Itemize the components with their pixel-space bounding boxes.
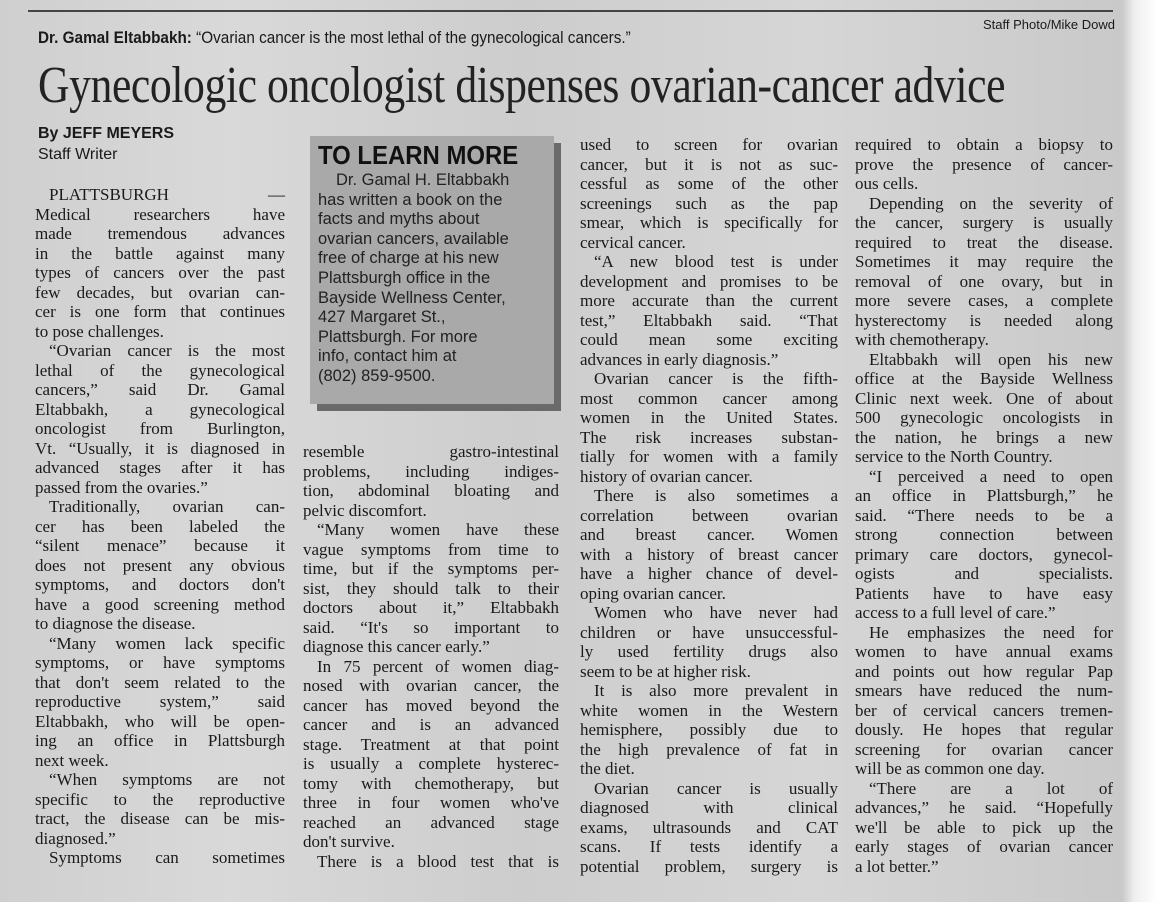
text-line: There is a blood test that is [317, 851, 559, 871]
text-line: hysterectomy is needed along [855, 310, 1113, 330]
text-line: women to have annual exams [855, 642, 1113, 661]
text-line: advanced stages after it has [35, 458, 285, 477]
sidebar-body [310, 171, 554, 387]
text-line: Medical researchers have [35, 204, 285, 224]
text-line: white women in the Western [580, 700, 838, 720]
paragraph [35, 770, 285, 848]
text-line: service to the North Country. [855, 447, 1053, 466]
paragraph [35, 848, 285, 868]
cutline-quote: “Ovarian cancer is the most lethal of the gynecological cancers.” [196, 28, 631, 47]
text-line: oncologist from Burlington, [35, 419, 285, 438]
text-line: said. “It's so important to [303, 617, 559, 637]
paragraph [855, 135, 1113, 194]
to-learn-more-sidebar [310, 136, 554, 404]
text-line: diagnose this cancer early.” [303, 637, 490, 656]
text-line: smear, which is specifically for [580, 213, 838, 232]
cutline-name: Dr. Gamal Eltabbakh: [38, 28, 192, 47]
text-line: Patients have to have easy [855, 583, 1113, 603]
text-line: advances in early diagnosis.” [580, 349, 779, 369]
text-line: cer is one form that continues [35, 302, 285, 321]
text-line: “Many women lack specific [49, 633, 285, 653]
text-line: “Ovarian cancer is the most [49, 341, 285, 360]
text-line: the cancer, surgery is usually [855, 213, 1113, 232]
text-line: nosed with ovarian cancer, the [303, 676, 559, 695]
text-line: Ovarian cancer is usually [594, 778, 838, 798]
text-line: to diagnose the disease. [35, 614, 196, 633]
text-line: ogists and specialists. [855, 564, 1113, 583]
text-line: ous cells. [855, 174, 919, 193]
text-line: few decades, but ovarian can- [35, 282, 285, 302]
text-line: symptoms, and doctors don't [35, 575, 285, 594]
text-line: “Many women have these [317, 520, 559, 539]
text-line: next week. [35, 750, 109, 770]
text-line: doctors about it,” Eltabbakh [303, 598, 559, 617]
top-rule [28, 10, 1113, 12]
text-line: problems, including indiges- [303, 461, 559, 481]
paragraph [580, 369, 838, 486]
text-line: diagnosed.” [35, 828, 116, 848]
text-line: stage. Treatment at that point [303, 734, 559, 754]
text-line: sist, they should talk to their [303, 578, 559, 598]
paragraph [580, 252, 838, 369]
text-line: three in four women who've [303, 793, 559, 812]
sidebar-line: Bayside Wellness Center, [318, 288, 506, 307]
sidebar-line: Dr. Gamal H. Eltabbakh [336, 171, 510, 189]
paragraph [303, 520, 559, 657]
text-line: oping ovarian cancer. [580, 583, 726, 603]
text-line: He emphasizes the need for [869, 622, 1113, 642]
article-column-3 [580, 135, 838, 876]
text-line: a lot better.” [855, 856, 939, 876]
paragraph [855, 350, 1113, 467]
text-line: reached an advanced stage [303, 812, 559, 832]
paragraph [580, 486, 838, 603]
sidebar-line: facts and myths about [318, 210, 480, 229]
text-line: dously. He hopes that regular [855, 720, 1113, 739]
text-line: advances,” he said. “Hopefully [855, 798, 1113, 817]
text-line: pelvic discomfort. [303, 500, 427, 520]
text-line: women in the United States. [580, 408, 838, 427]
text-line: tract, the disease can be mis- [35, 809, 285, 828]
paragraph [303, 657, 559, 852]
text-line: lethal of the gynecological [35, 360, 285, 380]
text-line: removal of one ovary, but in [855, 271, 1113, 291]
article-column-2 [303, 442, 559, 871]
paragraph [35, 185, 285, 341]
sidebar-title: TO LEARN MORE [318, 140, 519, 170]
text-line: “When symptoms are not [49, 770, 285, 789]
sidebar-line: 427 Margaret St., [318, 308, 446, 327]
text-line: Ovarian cancer is the fifth- [594, 369, 838, 388]
sidebar-line: free of charge at his new [318, 249, 499, 268]
text-line: said. “There needs to be a [855, 505, 1113, 525]
text-line: that don't seem related to the [35, 672, 285, 692]
text-line: “A new blood test is under [594, 252, 838, 271]
sidebar-line: ovarian cancers, available [318, 229, 509, 248]
text-line: ly used fertility drugs also [580, 642, 838, 661]
text-line: the diet. [580, 759, 635, 778]
text-line: could mean some exciting [580, 330, 838, 349]
text-line: prove the presence of cancer- [855, 154, 1113, 174]
text-line: Sometimes it may require the [855, 252, 1113, 271]
text-line: we'll be able to pick up the [855, 817, 1113, 837]
text-line: and points out how regular Pap [855, 661, 1113, 681]
text-line: PLATTSBURGH — [49, 185, 285, 204]
text-line: with a history of breast cancer [580, 544, 838, 564]
text-line: cer has been labeled the [35, 516, 285, 536]
paragraph [35, 497, 285, 634]
text-line: ing an office in Plattsburgh [35, 731, 285, 750]
paragraph [580, 135, 838, 252]
text-line: more accurate than the current [580, 291, 838, 310]
text-line: have a higher chance of devel- [580, 564, 838, 583]
text-line: does not present any obvious [35, 555, 285, 575]
text-line: Symptoms can sometimes [49, 848, 285, 867]
text-line: the nation, he brings a new [855, 427, 1113, 447]
text-line: in the battle against many [35, 243, 285, 263]
text-line: to pose challenges. [35, 321, 164, 341]
text-line: strong connection between [855, 525, 1113, 544]
text-line: cancer, but it is not as suc- [580, 154, 838, 174]
text-line: hemisphere, possibly due to [580, 720, 838, 739]
text-line: early stages of ovarian cancer [855, 837, 1113, 856]
sidebar-line: info, contact him at [318, 347, 457, 366]
text-line: don't survive. [303, 832, 395, 851]
sidebar-line: Plattsburgh office in the [318, 268, 491, 287]
text-line: screening for ovarian cancer [855, 739, 1113, 759]
text-line: potential problem, surgery is [580, 856, 838, 876]
text-line: Eltabbakh, who will be open- [35, 711, 285, 731]
text-line: and breast cancer. Women [580, 525, 838, 544]
text-line: with chemotherapy. [855, 330, 989, 349]
text-line: access to a full level of care.” [855, 603, 1056, 622]
text-line: Clinic next week. One of about [855, 388, 1113, 408]
sidebar-line: Plattsburgh. For more [318, 327, 478, 346]
text-line: most common cancer among [580, 388, 838, 408]
text-line: office at the Bayside Wellness [855, 369, 1113, 388]
text-line: scans. If tests identify a [580, 837, 838, 856]
text-line: cervical cancer. [580, 232, 686, 252]
text-line: development and promises to be [580, 271, 838, 291]
text-line: time, but if the symptoms per- [303, 559, 559, 578]
headline: Gynecologic oncologist dispenses ovarian-cancer advice [38, 57, 1006, 114]
byline-role: Staff Writer [38, 146, 118, 163]
text-line: The risk increases substan- [580, 427, 838, 447]
text-line: cessful as some of the other [580, 174, 838, 193]
text-line: more severe cases, a complete [855, 291, 1113, 310]
photo-credit: Staff Photo/Mike Dowd [983, 17, 1115, 32]
text-line: “silent menace” because it [35, 536, 285, 555]
paragraph [303, 442, 559, 520]
text-line: primary care doctors, gynecol- [855, 544, 1113, 564]
text-line: test,” Eltabbakh said. “That [580, 310, 838, 330]
text-line: symptoms, or have symptoms [35, 653, 285, 672]
text-line: resemble gastro-intestinal [303, 442, 559, 461]
text-line: cancer and is an advanced [303, 715, 559, 734]
paragraph [580, 603, 838, 681]
text-line: is usually a complete hysterec- [303, 754, 559, 773]
paragraph [855, 779, 1113, 877]
paragraph [855, 623, 1113, 779]
text-line: used to screen for ovarian [580, 135, 838, 154]
text-line: made tremendous advances [35, 224, 285, 243]
text-line: an office in Plattsburgh,” he [855, 486, 1113, 505]
text-line: Traditionally, ovarian can- [49, 497, 285, 516]
text-line: children or have unsuccessful- [580, 622, 838, 642]
sidebar-line: (802) 859-9500. [318, 366, 436, 385]
text-line: history of ovarian cancer. [580, 466, 753, 486]
text-line: tomy with chemotherapy, but [303, 773, 559, 793]
text-line: specific to the reproductive [35, 789, 285, 809]
text-line: tion, abdominal bloating and [303, 481, 559, 500]
text-line: required to treat the disease. [855, 232, 1113, 252]
text-line: will be as common one day. [855, 759, 1045, 778]
text-line: “I perceived a need to open [869, 466, 1113, 486]
paragraph [580, 681, 838, 779]
sidebar-line: has written a book on the [318, 190, 503, 209]
text-line: In 75 percent of women diag- [317, 656, 559, 676]
text-line: smears have reduced the num- [855, 681, 1113, 700]
text-line: Women who have never had [594, 603, 838, 622]
photo-cutline [38, 28, 631, 48]
text-line: “There are a lot of [869, 778, 1113, 798]
text-line: Depending on the severity of [869, 193, 1113, 213]
paragraph [303, 852, 559, 872]
text-line: Eltabbakh, a gynecological [35, 399, 285, 419]
text-line: ber of cervical cancers tremen- [855, 700, 1113, 720]
text-line: reproductive system,” said [35, 692, 285, 711]
text-line: passed from the ovaries.” [35, 477, 208, 497]
text-line: There is also sometimes a [594, 486, 838, 505]
text-line: diagnosed with clinical [580, 798, 838, 817]
text-line: vague symptoms from time to [303, 539, 559, 559]
text-line: required to obtain a biopsy to [855, 135, 1113, 154]
text-line: Eltabbakh will open his new [869, 349, 1113, 369]
text-line: the high prevalence of fat in [580, 739, 838, 759]
text-line: cancers,” said Dr. Gamal [35, 380, 285, 399]
article-column-1 [35, 185, 285, 868]
text-line: 500 gynecologic oncologists in [855, 408, 1113, 427]
text-line: It is also more prevalent in [594, 681, 838, 700]
article-column-4 [855, 135, 1113, 876]
text-line: screenings such as the pap [580, 193, 838, 213]
text-line: types of cancers over the past [35, 263, 285, 282]
paragraph [35, 634, 285, 771]
paragraph [580, 779, 838, 877]
paragraph [855, 194, 1113, 350]
paragraph [35, 341, 285, 497]
text-line: exams, ultrasounds and CAT [580, 817, 838, 837]
text-line: have a good screening method [35, 594, 285, 614]
text-line: Vt. “Usually, it is diagnosed in [35, 438, 285, 458]
text-line: tially for women with a family [580, 447, 838, 466]
byline: By JEFF MEYERS [38, 125, 175, 142]
paragraph [855, 467, 1113, 623]
text-line: seem to be at higher risk. [580, 661, 751, 681]
text-line: cancer has moved beyond the [303, 695, 559, 715]
text-line: correlation between ovarian [580, 505, 838, 525]
